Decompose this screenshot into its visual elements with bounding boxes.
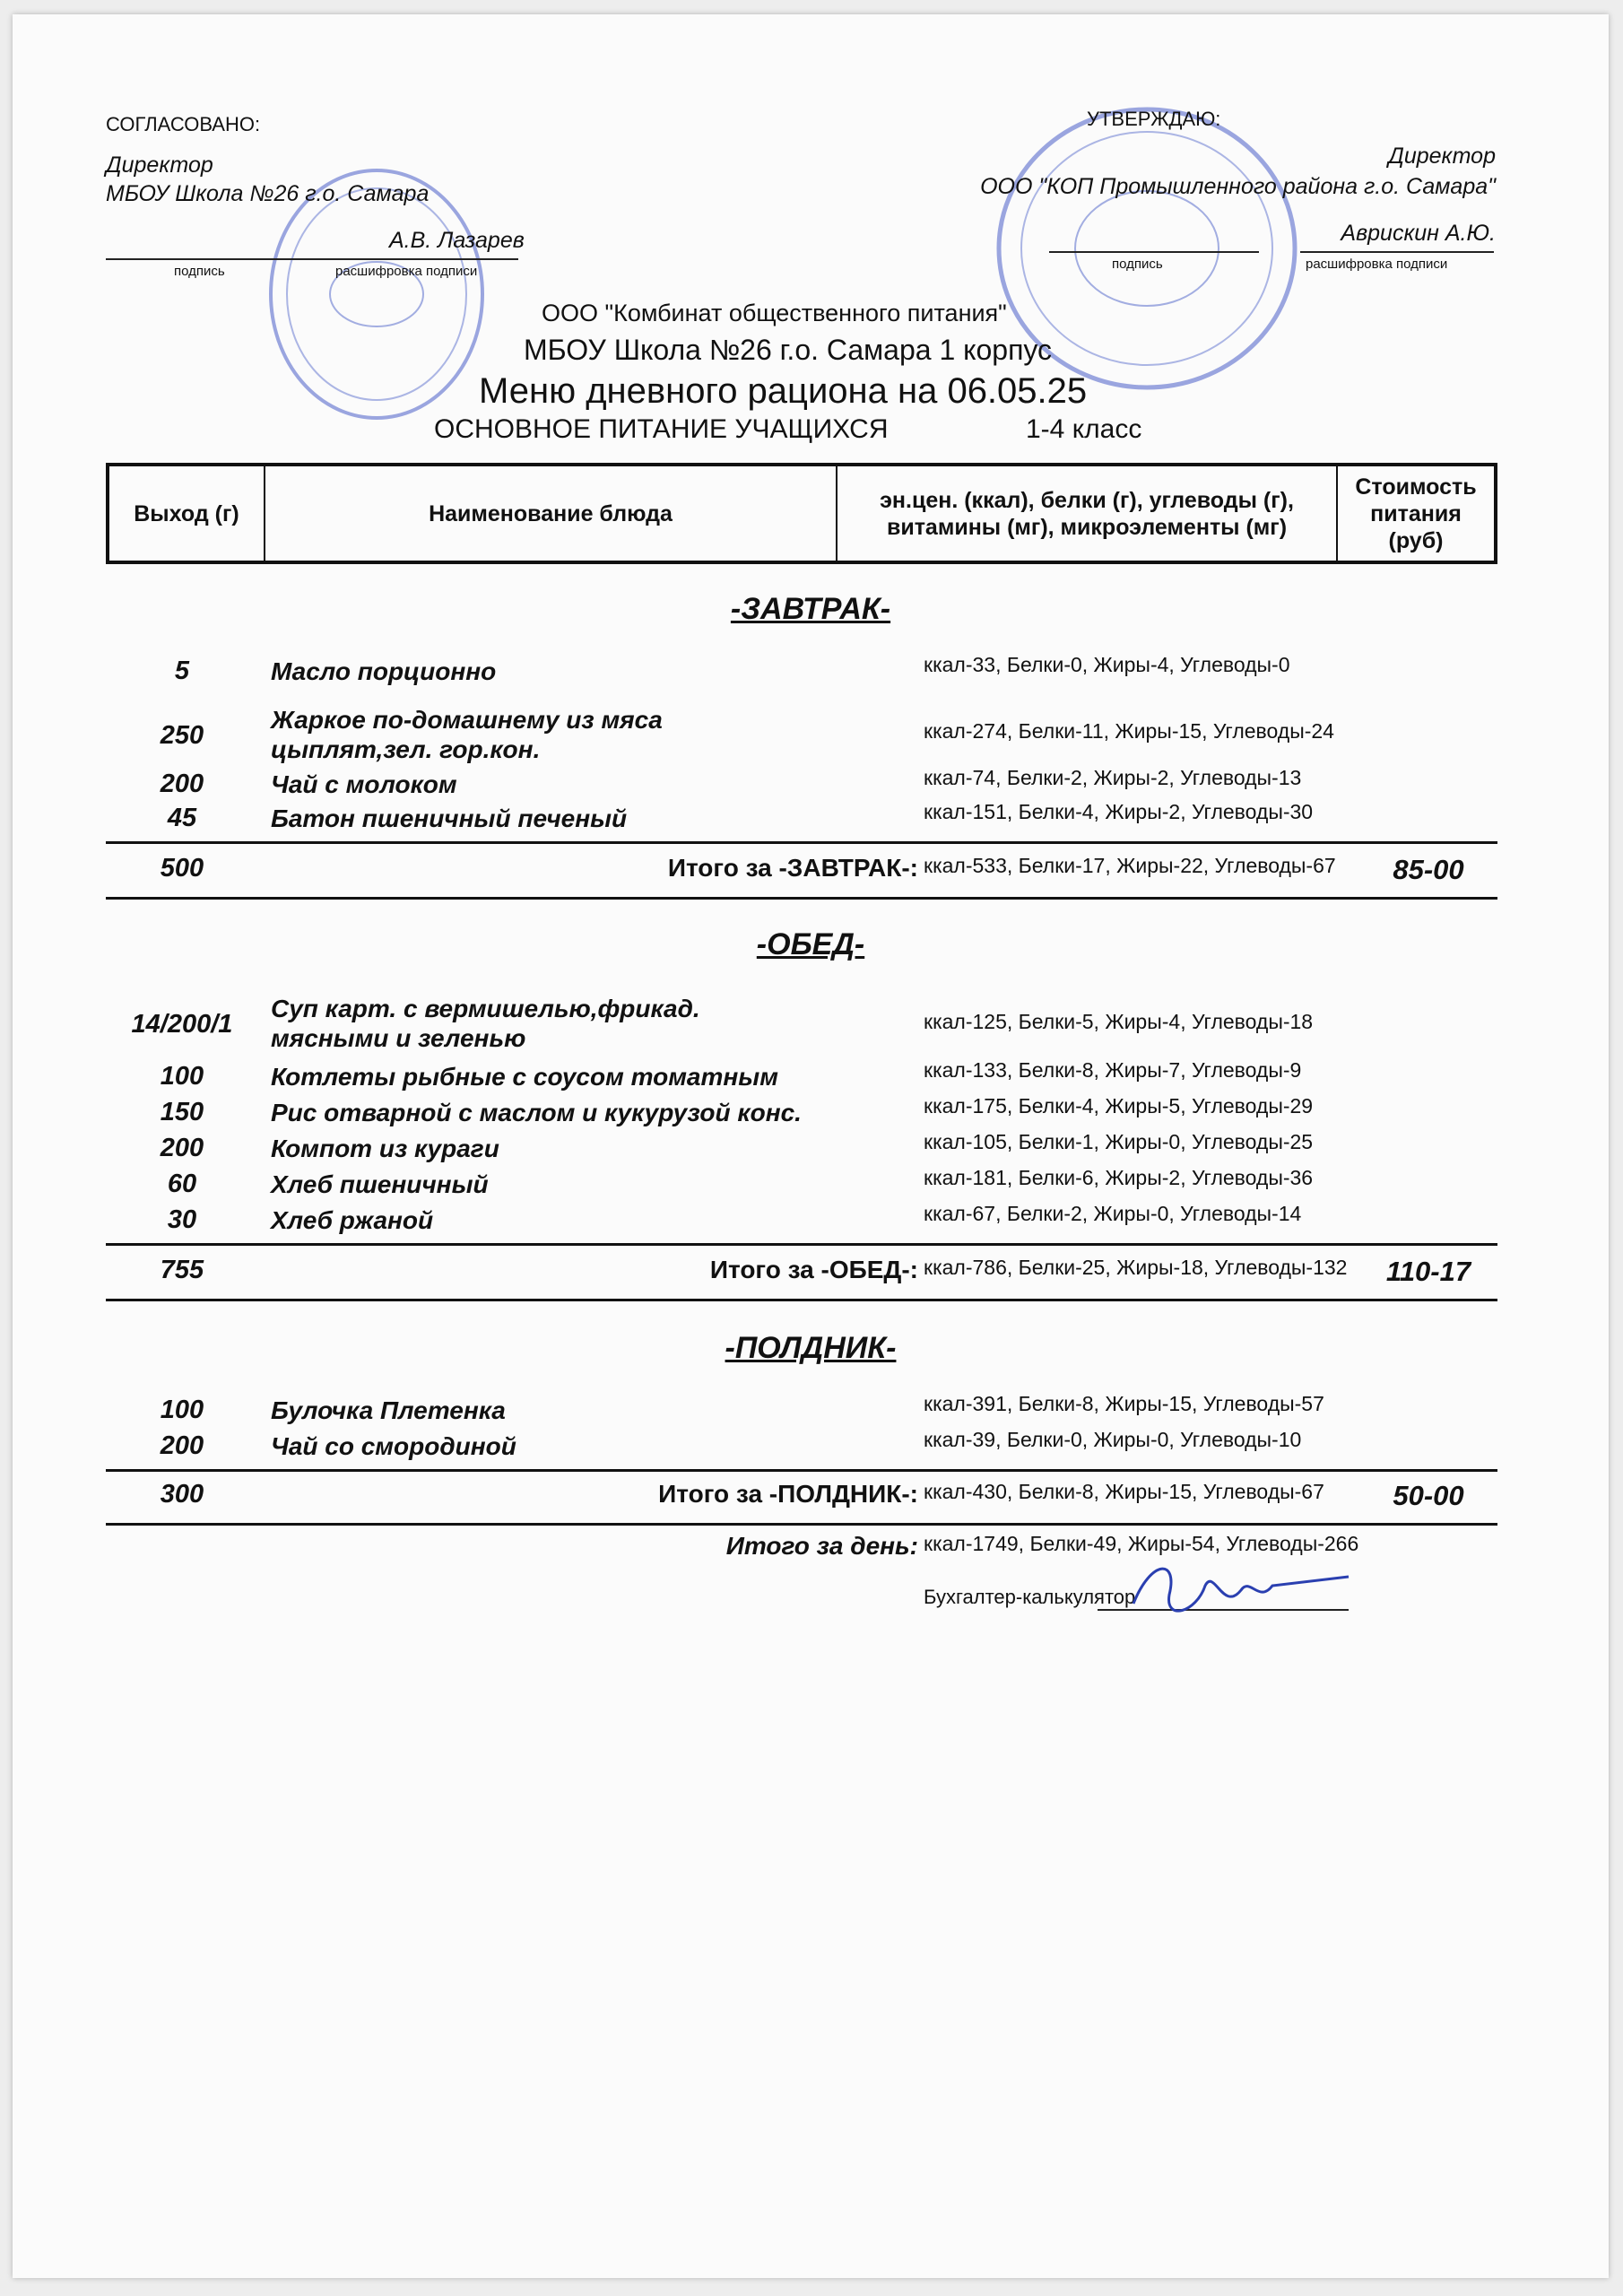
row-output: 200 bbox=[160, 1134, 204, 1162]
agreed-decode-caption: расшифровка подписи bbox=[335, 264, 478, 279]
document-page bbox=[13, 14, 1609, 2278]
accountant-label: Бухгалтер-калькулятор bbox=[924, 1586, 1136, 1608]
total-label: Итого за -ЗАВТРАК-: bbox=[667, 854, 918, 882]
row-output: 100 bbox=[160, 1062, 204, 1091]
table-row bbox=[106, 994, 1497, 1052]
table-row bbox=[106, 1058, 1497, 1098]
agreed-sign-caption: подпись bbox=[174, 264, 225, 279]
total-label: Итого за -ОБЕД-: bbox=[709, 1256, 918, 1283]
total-cost: 110-17 bbox=[1385, 1256, 1471, 1287]
approved-role: Директор bbox=[1388, 144, 1496, 169]
agreed-org: МБОУ Школа №26 г.о. Самара bbox=[106, 181, 430, 206]
row-nutrition: ккал-125, Белки-5, Жиры-4, Углеводы-18 bbox=[924, 1010, 1314, 1033]
column-nutrition: эн.цен. (ккал), белки (г), углеводы (г), витамины (мг), микроэлементы (мг) bbox=[838, 466, 1338, 561]
total-nutrition: ккал-533, Белки-17, Жиры-22, Углеводы-67 bbox=[924, 854, 1336, 877]
table-row bbox=[106, 1130, 1497, 1170]
column-cost: Стоимость питания (руб) bbox=[1355, 474, 1477, 553]
total-cost: 50-00 bbox=[1393, 1480, 1464, 1511]
approved-label: УТВЕРЖДАЮ: bbox=[1087, 108, 1221, 130]
row-name: Жаркое по-домашнему из мяса цыплят,зел. гор.кон. bbox=[271, 706, 663, 763]
section-divider bbox=[106, 1243, 1497, 1246]
day-total-nutrition: ккал-1749, Белки-49, Жиры-54, Углеводы-266 bbox=[924, 1532, 1359, 1555]
table-row bbox=[106, 800, 1497, 839]
row-name: Масло порционно bbox=[271, 657, 497, 685]
row-name: Чай со смородиной bbox=[271, 1432, 516, 1460]
total-cost: 85-00 bbox=[1393, 854, 1464, 885]
section-divider bbox=[106, 897, 1497, 900]
row-name: Батон пшеничный печеный bbox=[271, 804, 628, 832]
row-nutrition: ккал-74, Белки-2, Жиры-2, Углеводы-13 bbox=[924, 766, 1302, 789]
agreed-name: А.В. Лазарев bbox=[389, 228, 525, 253]
section-divider bbox=[106, 1469, 1497, 1472]
table-row bbox=[106, 1202, 1497, 1241]
row-output: 45 bbox=[167, 804, 197, 832]
table-row bbox=[106, 1392, 1497, 1431]
row-output: 5 bbox=[174, 657, 190, 685]
row-output: 200 bbox=[160, 1431, 204, 1460]
school-title: МБОУ Школа №26 г.о. Самара 1 корпус bbox=[524, 334, 1053, 366]
total-output: 500 bbox=[160, 854, 204, 883]
agreed-role: Директор bbox=[106, 152, 213, 178]
table-row bbox=[106, 1428, 1497, 1467]
section-title: -ПОЛДНИК- bbox=[725, 1331, 897, 1365]
accountant-signature bbox=[1115, 1550, 1384, 1631]
row-name: Суп карт. с вермишелью,фрикад. мясными и зеленью bbox=[271, 995, 700, 1052]
agreed-label: СОГЛАСОВАНО: bbox=[106, 113, 261, 135]
column-name: Наименование блюда bbox=[265, 466, 838, 561]
table-header bbox=[106, 463, 1497, 564]
section-divider bbox=[106, 1299, 1497, 1301]
total-output: 755 bbox=[160, 1256, 204, 1284]
total-nutrition: ккал-430, Белки-8, Жиры-15, Углеводы-67 bbox=[924, 1480, 1324, 1503]
row-name: Котлеты рыбные с соусом томатным bbox=[271, 1063, 778, 1091]
row-nutrition: ккал-151, Белки-4, Жиры-2, Углеводы-30 bbox=[924, 800, 1314, 823]
row-output: 14/200/1 bbox=[131, 1010, 233, 1039]
approved-sign-caption: подпись bbox=[1112, 257, 1163, 272]
total-label: Итого за -ПОЛДНИК-: bbox=[658, 1480, 918, 1508]
meal-kind: ОСНОВНОЕ ПИТАНИЕ УЧАЩИХСЯ bbox=[434, 414, 889, 444]
total-row bbox=[106, 854, 1497, 890]
table-row bbox=[106, 653, 1497, 692]
approved-decode-line bbox=[1300, 251, 1494, 253]
total-output: 300 bbox=[160, 1480, 204, 1509]
table-row bbox=[106, 1094, 1497, 1134]
row-nutrition: ккал-274, Белки-11, Жиры-15, Углеводы-24 bbox=[924, 719, 1334, 743]
row-output: 30 bbox=[167, 1205, 197, 1234]
row-name: Хлеб пшеничный bbox=[271, 1170, 489, 1198]
row-name: Булочка Плетенка bbox=[271, 1396, 506, 1424]
table-row bbox=[106, 1166, 1497, 1205]
company-title: ООО "Комбинат общественного питания" bbox=[542, 300, 1007, 326]
row-nutrition: ккал-39, Белки-0, Жиры-0, Углеводы-10 bbox=[924, 1428, 1302, 1451]
row-name: Хлеб ржаной bbox=[271, 1206, 434, 1234]
row-nutrition: ккал-175, Белки-4, Жиры-5, Углеводы-29 bbox=[924, 1094, 1314, 1118]
table-row bbox=[106, 705, 1497, 763]
section-title: -ЗАВТРАК- bbox=[730, 592, 891, 626]
section-divider bbox=[106, 841, 1497, 844]
row-output: 200 bbox=[160, 770, 204, 798]
menu-title: Меню дневного рациона на 06.05.25 bbox=[479, 371, 1088, 411]
section-divider bbox=[106, 1523, 1497, 1526]
approved-org: ООО "КОП Промышленного района г.о. Самара" bbox=[980, 174, 1496, 199]
column-output: Выход (г) bbox=[109, 466, 265, 561]
row-nutrition: ккал-391, Белки-8, Жиры-15, Углеводы-57 bbox=[924, 1392, 1324, 1415]
grade: 1-4 класс bbox=[1026, 414, 1142, 444]
row-nutrition: ккал-67, Белки-2, Жиры-0, Углеводы-14 bbox=[924, 1202, 1302, 1225]
approved-decode-caption: расшифровка подписи bbox=[1306, 257, 1448, 272]
row-output: 60 bbox=[167, 1170, 197, 1198]
row-name: Компот из кураги bbox=[271, 1135, 499, 1162]
row-nutrition: ккал-105, Белки-1, Жиры-0, Углеводы-25 bbox=[924, 1130, 1314, 1153]
row-name: Чай с молоком bbox=[271, 770, 457, 798]
row-nutrition: ккал-181, Белки-6, Жиры-2, Углеводы-36 bbox=[924, 1166, 1314, 1189]
approved-name: Аврискин А.Ю. bbox=[1341, 221, 1496, 246]
row-output: 100 bbox=[160, 1396, 204, 1424]
day-total-label: Итого за день: bbox=[725, 1532, 918, 1560]
row-output: 150 bbox=[160, 1098, 204, 1126]
row-output: 250 bbox=[160, 721, 204, 750]
section-title: -ОБЕД- bbox=[756, 927, 865, 961]
total-nutrition: ккал-786, Белки-25, Жиры-18, Углеводы-132 bbox=[924, 1256, 1348, 1279]
row-name: Рис отварной с маслом и кукурузой конс. bbox=[271, 1099, 802, 1126]
approved-signature-line bbox=[1049, 251, 1259, 253]
row-nutrition: ккал-33, Белки-0, Жиры-4, Углеводы-0 bbox=[924, 653, 1290, 676]
agreed-signature-line bbox=[106, 258, 518, 260]
row-nutrition: ккал-133, Белки-8, Жиры-7, Углеводы-9 bbox=[924, 1058, 1302, 1082]
total-row bbox=[106, 1256, 1497, 1292]
total-row bbox=[106, 1480, 1497, 1516]
